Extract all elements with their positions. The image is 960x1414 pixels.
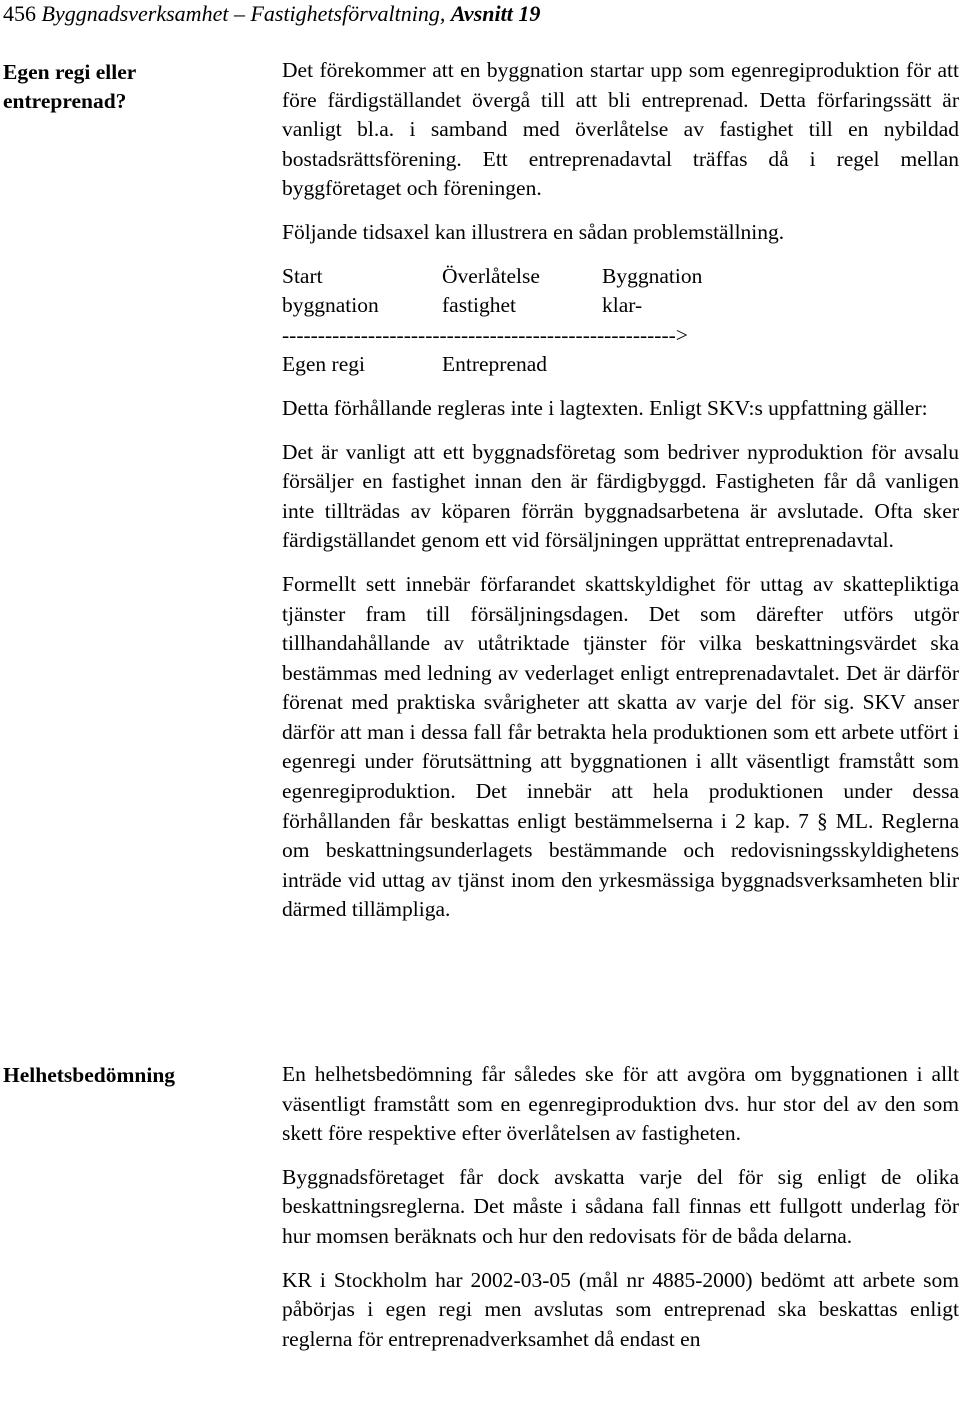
timeline-label-byggnation: Byggnation xyxy=(602,263,703,288)
timeline-label-overlatelse: Överlåtelse xyxy=(442,263,540,288)
paragraph-formellt: Formellt sett innebär förfarandet skattskyldighet för uttag av skattepliktiga tjänster fram till försäljningsdagen. Det som därefter utförs utgör tillhandahållande av utåtriktade tjänster för vilka beskattningsvärdet ska bestämmas med ledning av vederlaget enligt entreprenadavtalet. Det är därför förenat med praktiska svårigheter att skatta av varje del för sig. SKV anser därför att man i dessa fall får betrakta hela produktionen som ett arbete utfört i egenregi under förutsättning att byggnationen i allt väsentligt framstått som egenregiproduktion. Det innebär att hela produktionen under dessa förhållanden får beskattas enligt bestämmelserna i 2 kap. 7 § ML. Reglerna om beskattningsunderlagets bestämmande och redovisningsskyldighetens inträde vid uttag av tjänst inom den yrkesmässiga byggnadsverksamheten blir därmed tillämpliga. xyxy=(282,571,959,922)
timeline-diagram xyxy=(282,262,959,380)
paragraph-avskatta: Byggnadsföretaget får dock avskatta varje del för sig enligt de olika beskattningsreglerna. Det måste i sådana fall finnas ett fullgott underlag för hur momsen beräknats och hur den redovisats för de båda delarna. xyxy=(282,1164,959,1248)
paragraph-helhetsbedomning: En helhetsbedömning får således ske för att avgöra om byggnationen i allt väsentligt framstått som en egenregiproduktion dvs. hur stor del av den som skett före respektive efter överlåtelsen av fastigheten. xyxy=(282,1062,959,1146)
margin-heading-egen-regi: Egen regi eller entreprenad? xyxy=(3,60,136,113)
timeline-row-second xyxy=(282,291,959,321)
timeline-row-top xyxy=(282,262,959,292)
margin-heading-helhetsbedomning: Helhetsbedömning xyxy=(3,1063,176,1087)
paragraph-timeline-intro: Följande tidsaxel kan illustrera en sådan problemställning. xyxy=(282,219,785,244)
page-number: 456 xyxy=(3,1,36,26)
body-text-lower xyxy=(282,1060,959,1368)
timeline-label-start: Start xyxy=(282,263,323,288)
timeline-label-byggnation-start: byggnation xyxy=(282,293,379,318)
paragraph-kr-stockholm: KR i Stockholm har 2002-03-05 (mål nr 4885-2000) bedömt att arbete som påbörjas i egen regi men avslutas som entreprenad ska beskattas enligt reglerna för entreprenadverksamhet då endast en xyxy=(282,1267,959,1351)
timeline-label-egen-regi: Egen regi xyxy=(282,352,365,377)
paragraph-vanligt: Det är vanligt att ett byggnadsföretag som bedriver nyproduktion för avsalu försäljer en fastighet innan den är färdigbyggd. Fastigheten får då vanligen inte tillträdas av köparen förrän byggnadsarbetena är avslutade. Ofta sker färdigställandet genom ett vid försäljningen upprättat entreprenadavtal. xyxy=(282,439,959,553)
timeline-arrow: -------------------------------------------------------> xyxy=(282,322,688,347)
page-header xyxy=(3,0,540,28)
timeline-label-entreprenad: Entreprenad xyxy=(442,352,548,377)
body-text-upper xyxy=(282,56,959,939)
paragraph-regleras: Detta förhållande regleras inte i lagtexten. Enligt SKV:s uppfattning gäller: xyxy=(282,395,928,420)
timeline-label-klar: klar- xyxy=(602,293,643,318)
section-label: Avsnitt 19 xyxy=(450,1,541,26)
paragraph-intro: Det förekommer att en byggnation startar upp som egenregiproduktion för att före färdigställandet övergå till att bli entreprenad. Detta förfaringssätt är vanligt bl.a. i samband med överlåtelse av fastighet till en nybildad bostadsrättsförening. Ett entreprenadavtal träffas då i regel mellan byggföretaget och föreningen. xyxy=(282,58,959,201)
running-title: Byggnadsverksamhet – Fastighetsförvaltning, xyxy=(41,1,446,26)
timeline-label-fastighet: fastighet xyxy=(442,293,517,318)
timeline-row-bottom xyxy=(282,350,959,380)
